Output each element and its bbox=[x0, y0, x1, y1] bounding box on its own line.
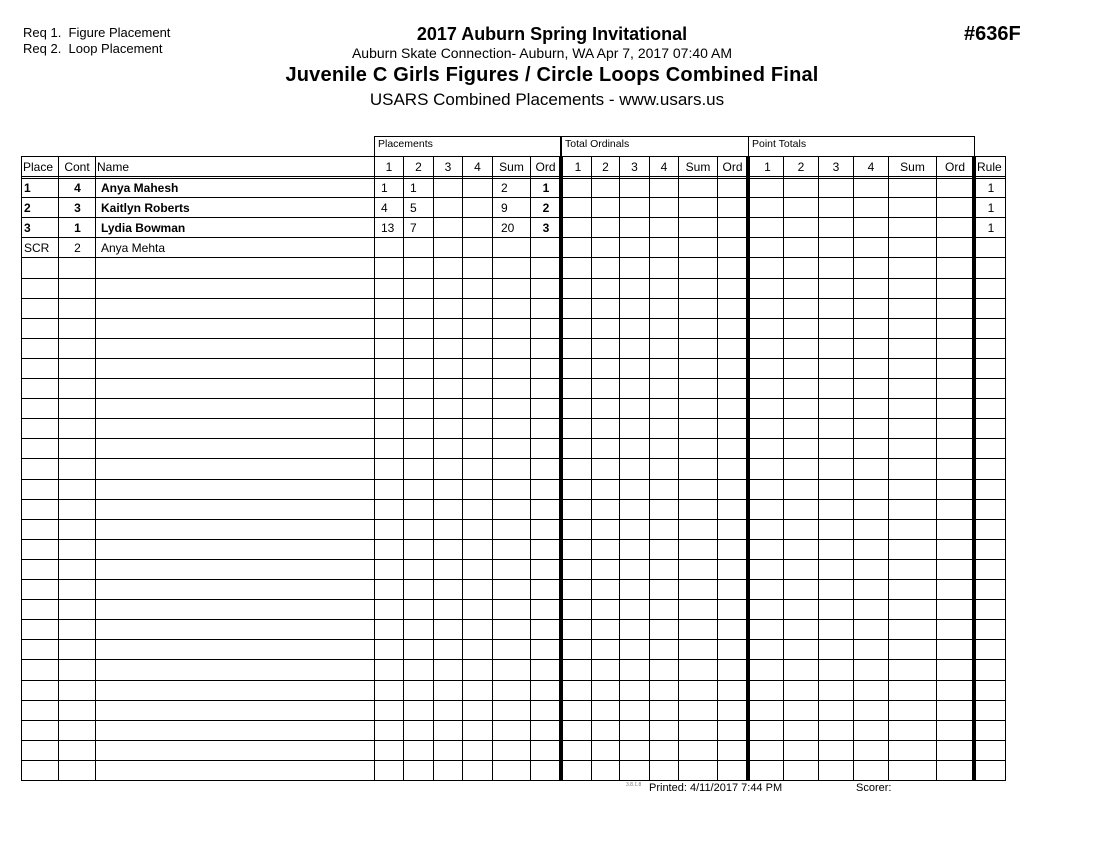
column-header-place: Place bbox=[23, 160, 54, 174]
column-divider bbox=[746, 156, 750, 781]
printed-timestamp: Printed: 4/11/2017 7:44 PM bbox=[649, 782, 783, 794]
row-divider bbox=[21, 519, 1006, 520]
cell-pl-2: 5 bbox=[410, 201, 417, 215]
cell-pl-ord: 1 bbox=[542, 181, 550, 195]
row-divider bbox=[21, 599, 1006, 600]
cell-name: Kaitlyn Roberts bbox=[101, 201, 190, 215]
column-header-pl-3: 3 bbox=[444, 160, 452, 174]
row-divider bbox=[21, 579, 1006, 580]
cell-pl-4 bbox=[465, 178, 495, 198]
cell-pl-sum bbox=[495, 238, 535, 258]
column-divider bbox=[58, 156, 59, 781]
cell-rule: 1 bbox=[987, 181, 995, 195]
row-divider bbox=[21, 499, 1006, 500]
column-header-pl-4: 4 bbox=[474, 160, 481, 174]
event-name: 2017 Auburn Spring Invitational bbox=[416, 24, 688, 44]
column-divider bbox=[1005, 156, 1006, 781]
group-header-placements: Placements bbox=[374, 136, 561, 156]
cell-pl-3 bbox=[436, 178, 465, 198]
venue-datetime: Auburn Skate Connection- Auburn, WA Apr 7, 2017 07:40 AM bbox=[351, 45, 733, 61]
row-divider bbox=[21, 740, 1006, 741]
row-divider bbox=[21, 639, 1006, 640]
row-divider bbox=[21, 378, 1006, 379]
results-table bbox=[21, 156, 1005, 781]
column-divider bbox=[678, 156, 679, 781]
page-subtitle: USARS Combined Placements - www.usars.us bbox=[369, 90, 725, 109]
column-divider bbox=[972, 156, 976, 781]
scorer-label: Scorer: bbox=[856, 782, 892, 794]
column-header-pt-1: 1 bbox=[764, 160, 771, 174]
column-header-pt-ord: Ord bbox=[944, 160, 965, 174]
cell-rule bbox=[977, 238, 1005, 258]
cell-pl-3 bbox=[436, 198, 465, 218]
column-header-to-4: 4 bbox=[660, 160, 668, 174]
row-divider bbox=[21, 700, 1006, 701]
cell-pl-ord: 2 bbox=[542, 201, 550, 215]
row-divider bbox=[21, 278, 1006, 279]
cell-pl-3 bbox=[436, 238, 465, 258]
event-code: #636F bbox=[964, 23, 1021, 45]
row-divider bbox=[21, 780, 1006, 781]
cell-place: 3 bbox=[24, 221, 31, 235]
column-header-to-ord: Ord bbox=[722, 160, 743, 174]
row-divider bbox=[21, 358, 1006, 359]
column-header-pt-2: 2 bbox=[797, 160, 805, 174]
requirement-2: Req 2. Loop Placement bbox=[23, 41, 163, 56]
cell-rule: 1 bbox=[987, 221, 995, 235]
cell-pl-ord: 3 bbox=[542, 221, 550, 235]
cell-pl-1: 13 bbox=[381, 221, 395, 235]
row-divider bbox=[21, 418, 1006, 419]
row-divider bbox=[21, 458, 1006, 459]
column-divider bbox=[888, 156, 889, 781]
cell-place: SCR bbox=[24, 241, 50, 255]
cell-cont: 4 bbox=[74, 181, 81, 195]
column-divider bbox=[591, 156, 592, 781]
cell-name: Lydia Bowman bbox=[101, 221, 186, 235]
software-version: 3.8.1.8 bbox=[626, 782, 642, 788]
column-header-rule: Rule bbox=[977, 160, 1002, 174]
column-header-name: Name bbox=[97, 160, 130, 174]
cell-name: Anya Mahesh bbox=[101, 181, 179, 195]
row-divider bbox=[21, 680, 1006, 681]
cell-pl-4 bbox=[465, 218, 495, 238]
column-divider bbox=[853, 156, 854, 781]
column-header-pt-4: 4 bbox=[867, 160, 875, 174]
cell-cont: 1 bbox=[74, 221, 81, 235]
row-divider bbox=[21, 338, 1006, 339]
column-header-to-1: 1 bbox=[574, 160, 582, 174]
cell-pl-2: 1 bbox=[410, 181, 417, 195]
row-divider bbox=[21, 438, 1006, 439]
column-header-pt-3: 3 bbox=[832, 160, 840, 174]
row-divider bbox=[21, 659, 1006, 660]
column-header-pl-sum: Sum bbox=[499, 160, 524, 174]
row-divider bbox=[21, 398, 1006, 399]
cell-cont: 2 bbox=[74, 241, 81, 255]
column-divider bbox=[717, 156, 718, 781]
column-divider bbox=[818, 156, 819, 781]
cell-pl-sum: 20 bbox=[501, 221, 515, 235]
column-header-cont: Cont bbox=[64, 160, 90, 174]
cell-name: Anya Mehta bbox=[101, 241, 166, 255]
group-header-point-totals: Point Totals bbox=[748, 136, 975, 156]
cell-pl-1: 4 bbox=[381, 201, 388, 215]
row-divider bbox=[21, 479, 1006, 480]
cell-pl-4 bbox=[465, 238, 495, 258]
column-divider bbox=[936, 156, 937, 781]
row-divider bbox=[21, 720, 1006, 721]
column-header-pl-ord: Ord bbox=[535, 160, 556, 174]
column-header-to-3: 3 bbox=[631, 160, 638, 174]
column-header-to-2: 2 bbox=[602, 160, 609, 174]
column-divider bbox=[21, 156, 22, 781]
column-divider bbox=[95, 156, 96, 781]
row-divider bbox=[21, 619, 1006, 620]
cell-pl-2: 7 bbox=[410, 221, 417, 235]
cell-pl-sum: 9 bbox=[501, 201, 508, 215]
column-divider bbox=[649, 156, 650, 781]
column-divider bbox=[783, 156, 784, 781]
cell-pl-4 bbox=[465, 198, 495, 218]
cell-pl-sum: 2 bbox=[501, 181, 508, 195]
cell-pl-2 bbox=[406, 238, 436, 258]
column-divider bbox=[619, 156, 620, 781]
cell-place: 1 bbox=[24, 181, 31, 195]
cell-rule: 1 bbox=[987, 201, 995, 215]
row-divider bbox=[21, 559, 1006, 560]
row-divider bbox=[21, 298, 1006, 299]
cell-pl-1: 1 bbox=[381, 181, 388, 195]
cell-pl-3 bbox=[436, 218, 465, 238]
column-divider bbox=[559, 156, 563, 781]
cell-pl-ord bbox=[533, 238, 559, 258]
cell-cont: 3 bbox=[74, 201, 81, 215]
row-divider bbox=[21, 539, 1006, 540]
page-title: Juvenile C Girls Figures / Circle Loops Combined Final bbox=[285, 64, 819, 86]
requirement-1: Req 1. Figure Placement bbox=[23, 25, 171, 40]
cell-pl-1 bbox=[377, 238, 406, 258]
cell-place: 2 bbox=[24, 201, 31, 215]
column-header-to-sum: Sum bbox=[685, 160, 711, 174]
row-divider bbox=[21, 176, 1006, 177]
row-divider bbox=[21, 318, 1006, 319]
column-header-pt-sum: Sum bbox=[900, 160, 925, 174]
group-header-total-ordinals: Total Ordinals bbox=[561, 136, 749, 156]
column-header-pl-2: 2 bbox=[415, 160, 422, 174]
column-header-pl-1: 1 bbox=[385, 160, 393, 174]
row-divider bbox=[21, 760, 1006, 761]
